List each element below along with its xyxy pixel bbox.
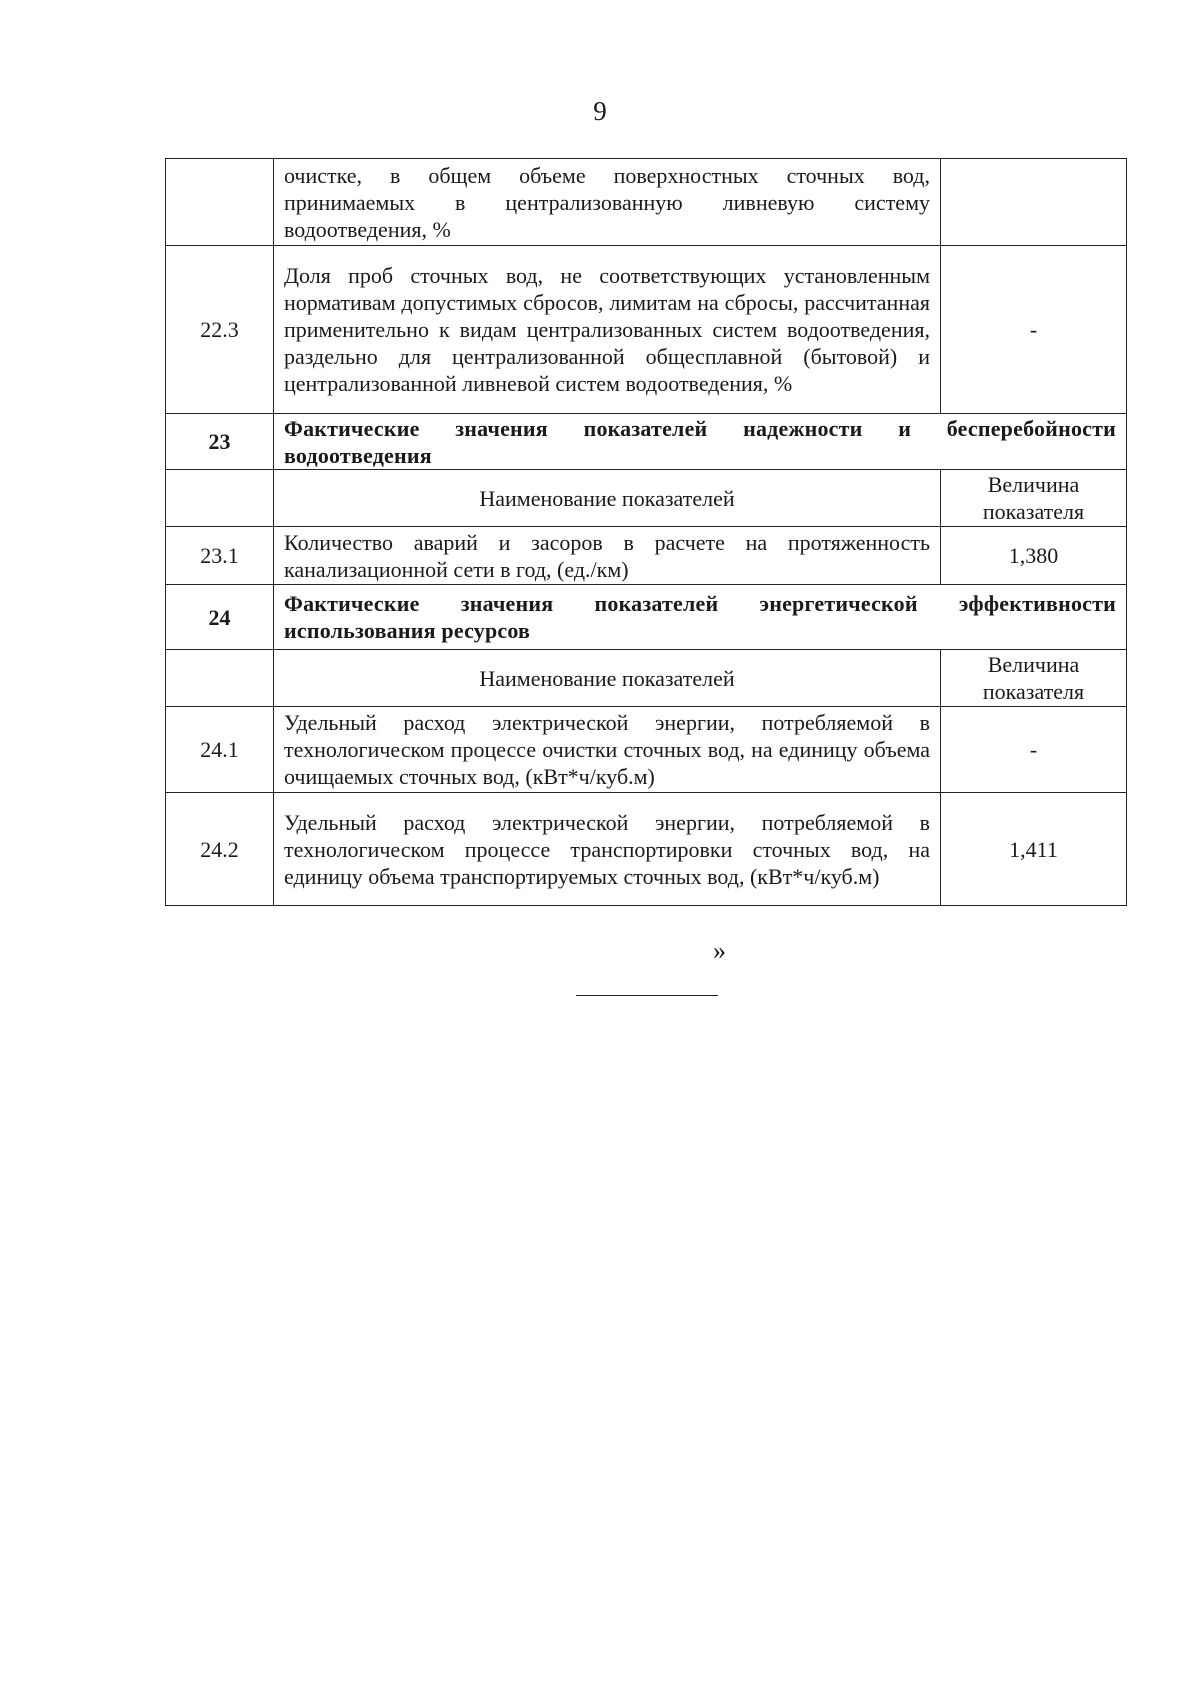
column-header-name: Наименование показателей [274,650,941,707]
table-row [166,793,1127,906]
row-number: 22.3 [166,246,274,414]
table-row [166,527,1127,585]
indicator-value: 1,411 [941,793,1127,906]
column-header-name: Наименование показателей [274,470,941,527]
section-row [166,414,1127,470]
section-number: 24 [166,585,274,650]
section-title: Фактические значения показателей надежности и бесперебойности водоотведения [274,414,1127,470]
section-row [166,585,1127,650]
row-number: 24.1 [166,707,274,793]
column-header-row [166,650,1127,707]
indicator-name: очистке, в общем объеме поверхностных сточных вод, принимаемых в централизованную ливневую систему водоотведения, % [274,159,941,246]
column-header-value: Величина показателя [941,650,1127,707]
table-row [166,707,1127,793]
row-number: 24.2 [166,793,274,906]
indicator-value: - [941,707,1127,793]
table-row [166,159,1127,246]
row-number [166,159,274,246]
section-title: Фактические значения показателей энергетической эффективности использования ресурсов [274,585,1127,650]
indicator-value: 1,380 [941,527,1127,585]
indicator-value [941,159,1127,246]
indicator-name: Доля проб сточных вод, не соответствующих установленным нормативам допустимых сбросов, лимитам на сбросы, рассчитанная применительно к видам централизованных систем водоотведения, раздельно для централизованной общесплавной (бытовой) и централизованной ливневой систем водоотведения, % [274,246,941,414]
indicator-name: Количество аварий и засоров в расчете на протяженность канализационной сети в год, (ед./км) [274,527,941,585]
row-number: 23.1 [166,527,274,585]
indicators-table [165,158,1127,906]
table-row [166,246,1127,414]
indicator-name: Удельный расход электрической энергии, потребляемой в технологическом процессе очистки сточных вод, на единицу объема очищаемых сточных вод, (кВт*ч/куб.м) [274,707,941,793]
closing-quote: » [713,936,726,965]
page-number: 9 [593,96,607,126]
section-number: 23 [166,414,274,470]
column-header-row [166,470,1127,527]
indicator-name: Удельный расход электрической энергии, потребляемой в технологическом процессе транспортировки сточных вод, на единицу объема транспортируемых сточных вод, (кВт*ч/куб.м) [274,793,941,906]
column-header-value: Величина показателя [941,470,1127,527]
end-divider [576,995,718,996]
indicator-value: - [941,246,1127,414]
